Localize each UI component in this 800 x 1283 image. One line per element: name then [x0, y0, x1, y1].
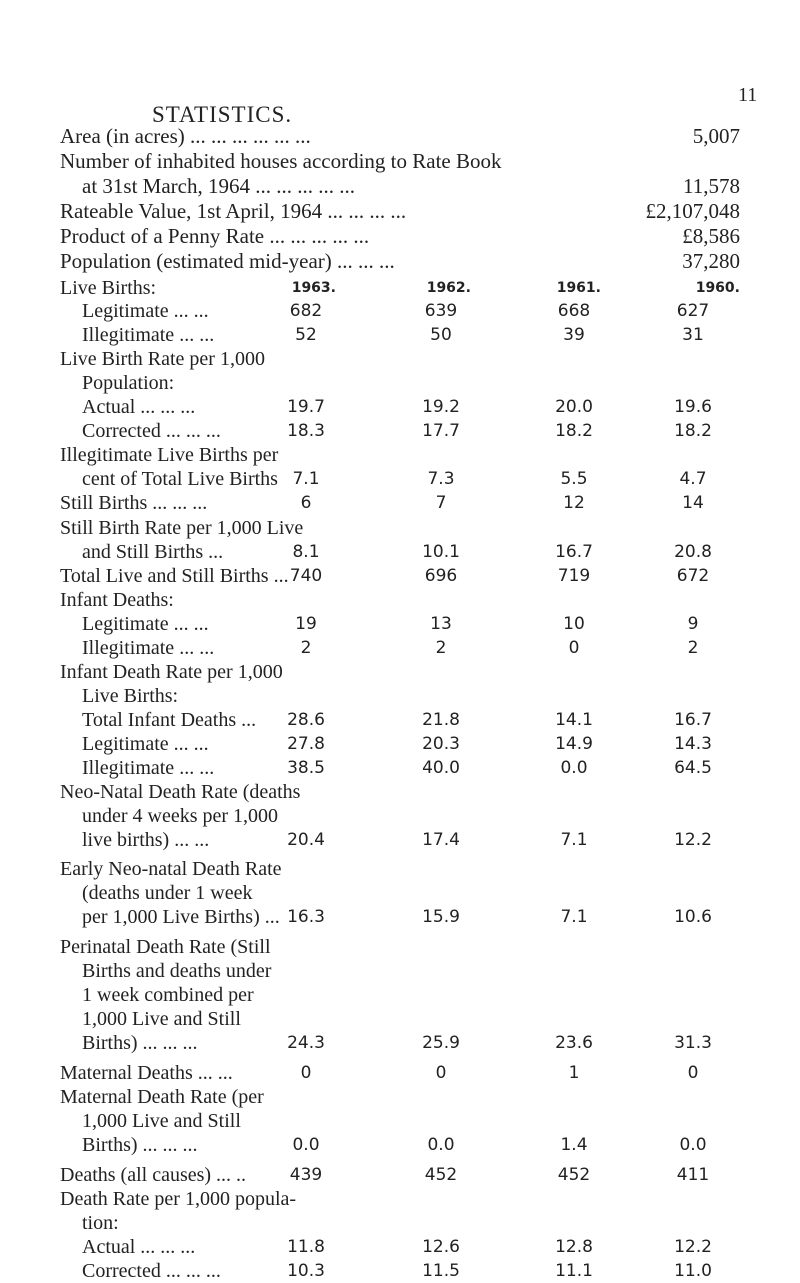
row-label: tion: — [82, 1212, 119, 1234]
cell-value: 12 — [563, 493, 585, 513]
row-label: Total Infant Deaths ... — [82, 709, 257, 731]
cell-value: 10.3 — [287, 1261, 325, 1281]
cell-value: 38.5 — [287, 758, 325, 778]
cell-value: 16.7 — [555, 542, 593, 562]
cell-value: 5.5 — [560, 469, 588, 489]
summary-label: at 31st March, 1964 ... ... ... ... ... — [82, 174, 355, 198]
year-1962: 1962. — [426, 280, 471, 296]
row-label: Corrected ... ... ... — [82, 420, 221, 442]
cell-value: 39 — [563, 325, 585, 345]
cell-value: 2 — [300, 638, 312, 658]
summary-value: 11,578 — [683, 174, 740, 198]
cell-value: 17.4 — [422, 830, 460, 850]
row-label: Population: — [82, 372, 175, 394]
row-label: Early Neo-natal Death Rate — [60, 858, 282, 880]
cell-value: 0 — [568, 638, 580, 658]
row-label: Still Birth Rate per 1,000 Live — [60, 517, 304, 539]
year-1961: 1961. — [556, 280, 601, 296]
row-label: under 4 weeks per 1,000 — [82, 805, 279, 827]
page-number: 11 — [738, 84, 758, 106]
cell-value: 1.4 — [560, 1135, 588, 1155]
cell-value: 7.1 — [292, 469, 320, 489]
row-label: Live Birth Rate per 1,000 — [60, 348, 265, 370]
summary-value: 37,280 — [682, 249, 740, 273]
row-label: live births) ... ... — [82, 829, 210, 851]
year-1963: 1963. — [291, 280, 336, 296]
row-label: 1,000 Live and Still — [82, 1008, 241, 1030]
cell-value: 20.0 — [555, 397, 593, 417]
cell-value: 7.1 — [560, 907, 588, 927]
cell-value: 52 — [295, 325, 317, 345]
cell-value: 8.1 — [292, 542, 320, 562]
cell-value: 4.7 — [679, 469, 707, 489]
cell-value: 0 — [300, 1063, 312, 1083]
cell-value: 14.3 — [674, 734, 712, 754]
row-label: Legitimate ... ... — [82, 613, 209, 635]
row-label: Infant Deaths: — [60, 589, 174, 611]
cell-value: 7.3 — [427, 469, 455, 489]
row-label: Illegitimate Live Births per — [60, 444, 279, 466]
cell-value: 14.9 — [555, 734, 593, 754]
cell-value: 2 — [435, 638, 447, 658]
cell-value: 10.6 — [674, 907, 712, 927]
row-label: Neo-Natal Death Rate (deaths — [60, 781, 301, 803]
cell-value: 19 — [295, 614, 317, 634]
row-label: 1,000 Live and Still — [82, 1110, 241, 1132]
cell-value: 7 — [435, 493, 447, 513]
cell-value: 11.0 — [674, 1261, 712, 1281]
row-label: Perinatal Death Rate (Still — [60, 936, 271, 958]
cell-value: 0.0 — [292, 1135, 320, 1155]
row-label: (deaths under 1 week — [82, 882, 253, 904]
cell-value: 14 — [682, 493, 704, 513]
cell-value: 0.0 — [427, 1135, 455, 1155]
cell-value: 439 — [289, 1165, 323, 1185]
cell-value: 20.3 — [422, 734, 460, 754]
summary-value: £8,586 — [682, 224, 740, 248]
cell-value: 18.2 — [674, 421, 712, 441]
row-label: Legitimate ... ... — [82, 733, 209, 755]
cell-value: 627 — [676, 301, 710, 321]
cell-value: 13 — [430, 614, 452, 634]
summary-label: Population (estimated mid-year) ... ... ... — [60, 249, 395, 273]
cell-value: 14.1 — [555, 710, 593, 730]
row-label: Death Rate per 1,000 popula- — [60, 1188, 297, 1210]
page-title: STATISTICS. — [152, 102, 293, 127]
cell-value: 0.0 — [679, 1135, 707, 1155]
row-label: Actual ... ... ... — [82, 1236, 196, 1258]
cell-value: 19.6 — [674, 397, 712, 417]
cell-value: 15.9 — [422, 907, 460, 927]
row-label: Births and deaths under — [82, 960, 272, 982]
summary-label: Rateable Value, 1st April, 1964 ... ... ... ... — [60, 199, 407, 223]
cell-value: 7.1 — [560, 830, 588, 850]
cell-value: 50 — [430, 325, 452, 345]
cell-value: 21.8 — [422, 710, 460, 730]
cell-value: 11.5 — [422, 1261, 460, 1281]
cell-value: 12.2 — [674, 1237, 712, 1257]
row-label: Births) ... ... ... — [82, 1134, 198, 1156]
cell-value: 740 — [289, 566, 323, 586]
cell-value: 20.8 — [674, 542, 712, 562]
row-label: Deaths (all causes) ... .. — [60, 1164, 247, 1186]
cell-value: 411 — [676, 1165, 710, 1185]
summary-label: Number of inhabited houses according to Rate Book — [60, 149, 502, 173]
cell-value: 64.5 — [674, 758, 712, 778]
row-label: 1 week combined per — [82, 984, 254, 1006]
cell-value: 16.7 — [674, 710, 712, 730]
cell-value: 10 — [563, 614, 585, 634]
row-label: Corrected ... ... ... — [82, 1260, 221, 1282]
cell-value: 18.2 — [555, 421, 593, 441]
summary-value: 5,007 — [692, 124, 740, 148]
cell-value: 12.8 — [555, 1237, 593, 1257]
cell-value: 0 — [435, 1063, 447, 1083]
cell-value: 12.6 — [422, 1237, 460, 1257]
row-label: Illegitimate ... ... — [82, 324, 215, 346]
cell-value: 16.3 — [287, 907, 325, 927]
cell-value: 1 — [568, 1063, 580, 1083]
summary-label: Area (in acres) ... ... ... ... ... ... — [60, 124, 311, 148]
cell-value: 9 — [687, 614, 699, 634]
cell-value: 19.7 — [287, 397, 325, 417]
cell-value: 28.6 — [287, 710, 325, 730]
row-label: Live Births: — [60, 277, 157, 299]
row-label: and Still Births ... — [82, 541, 224, 563]
cell-value: 6 — [300, 493, 312, 513]
row-label: Illegitimate ... ... — [82, 637, 215, 659]
cell-value: 2 — [687, 638, 699, 658]
cell-value: 12.2 — [674, 830, 712, 850]
cell-value: 11.8 — [287, 1237, 325, 1257]
year-1960: 1960. — [695, 280, 740, 296]
cell-value: 19.2 — [422, 397, 460, 417]
row-label: Still Births ... ... ... — [60, 492, 208, 514]
cell-value: 20.4 — [287, 830, 325, 850]
cell-value: 24.3 — [287, 1033, 325, 1053]
cell-value: 31.3 — [674, 1033, 712, 1053]
cell-value: 452 — [557, 1165, 591, 1185]
row-label: Infant Death Rate per 1,000 — [60, 661, 283, 683]
cell-value: 18.3 — [287, 421, 325, 441]
cell-value: 27.8 — [287, 734, 325, 754]
row-label: Illegitimate ... ... — [82, 757, 215, 779]
row-label: Actual ... ... ... — [82, 396, 196, 418]
cell-value: 40.0 — [422, 758, 460, 778]
cell-value: 668 — [557, 301, 591, 321]
cell-value: 696 — [424, 566, 458, 586]
row-label: Total Live and Still Births ... — [60, 565, 289, 587]
cell-value: 452 — [424, 1165, 458, 1185]
cell-value: 17.7 — [422, 421, 460, 441]
row-label: Births) ... ... ... — [82, 1032, 198, 1054]
summary-value: £2,107,048 — [645, 199, 740, 223]
cell-value: 639 — [424, 301, 458, 321]
row-label: Maternal Death Rate (per — [60, 1086, 264, 1108]
cell-value: 10.1 — [422, 542, 460, 562]
cell-value: 0 — [687, 1063, 699, 1083]
cell-value: 31 — [682, 325, 704, 345]
summary-label: Product of a Penny Rate ... ... ... ... ... — [60, 224, 370, 248]
row-label: Legitimate ... ... — [82, 300, 209, 322]
cell-value: 25.9 — [422, 1033, 460, 1053]
cell-value: 0.0 — [560, 758, 588, 778]
cell-value: 719 — [557, 566, 591, 586]
row-label: Maternal Deaths ... ... — [60, 1062, 233, 1084]
cell-value: 23.6 — [555, 1033, 593, 1053]
cell-value: 672 — [676, 566, 710, 586]
row-label: Live Births: — [82, 685, 179, 707]
row-label: per 1,000 Live Births) ... — [82, 906, 280, 928]
cell-value: 11.1 — [555, 1261, 593, 1281]
row-label: cent of Total Live Births — [82, 468, 278, 490]
cell-value: 682 — [289, 301, 323, 321]
